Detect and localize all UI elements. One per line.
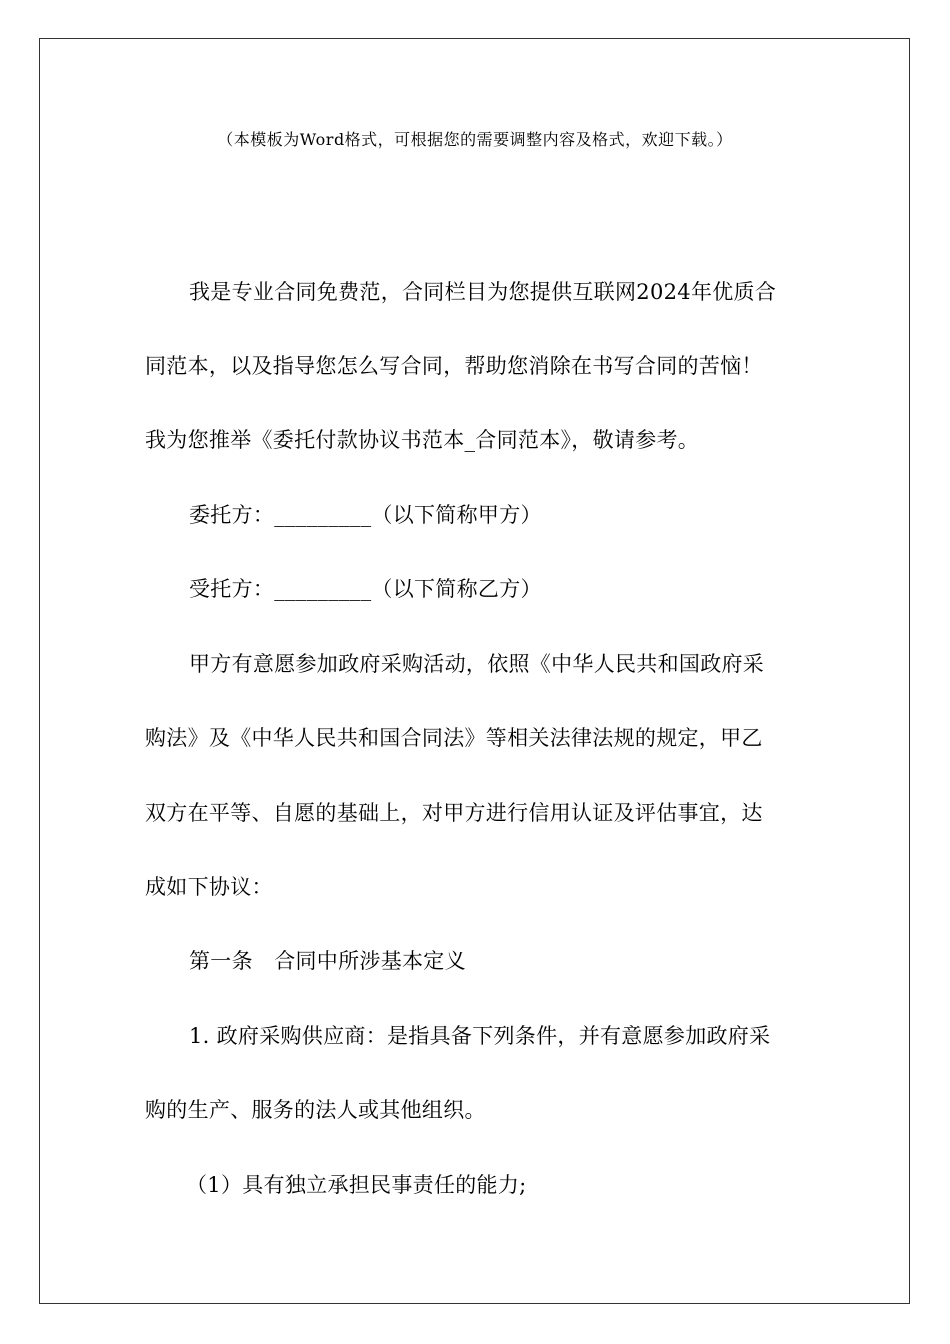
template-note: （本模板为Word格式，可根据您的需要调整内容及格式，欢迎下载。） — [217, 130, 733, 149]
preamble-line-4: 成如下协议： — [145, 875, 273, 899]
definition-1-line-2: 购的生产、服务的法人或其他组织。 — [145, 1098, 486, 1122]
intro-line-2: 同范本，以及指导您怎么写合同，帮助您消除在书写合同的苦恼！ — [145, 354, 763, 378]
definition-1-line-1: 1. 政府采购供应商：是指具备下列条件，并有意愿参加政府采 — [189, 1024, 771, 1048]
article-1-heading: 第一条 合同中所涉基本定义 — [189, 949, 466, 973]
preamble-line-2: 购法》及《中华人民共和国合同法》等相关法律法规的规定，甲乙 — [145, 726, 763, 750]
intro-line-1: 我是专业合同免费范，合同栏目为您提供互联网2024年优质合 — [189, 280, 777, 304]
preamble-line-1: 甲方有意愿参加政府采购活动，依照《中华人民共和国政府采 — [189, 652, 765, 676]
agent-party-line: 受托方：_________（以下简称乙方） — [189, 577, 542, 601]
preamble-line-3: 双方在平等、自愿的基础上，对甲方进行信用认证及评估事宜，达 — [145, 801, 763, 825]
condition-1-line: （1）具有独立承担民事责任的能力; — [186, 1173, 527, 1197]
principal-party-line: 委托方：_________（以下简称甲方） — [189, 503, 542, 527]
intro-line-3: 我为您推举《委托付款协议书范本_合同范本》，敬请参考。 — [145, 428, 700, 452]
